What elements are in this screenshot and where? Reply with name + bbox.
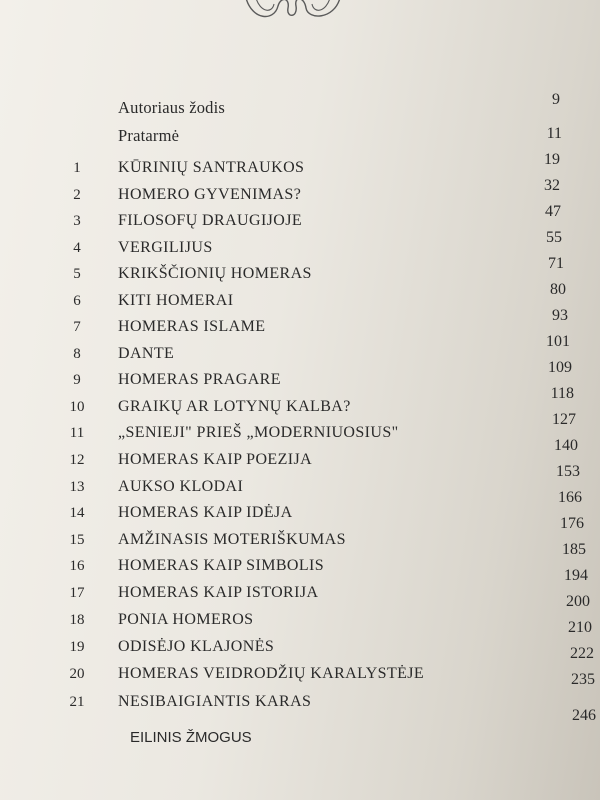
toc-entry xyxy=(0,434,600,468)
entry-page: 19 xyxy=(544,151,560,168)
entry-page: 140 xyxy=(554,437,578,454)
entry-page: 101 xyxy=(546,333,570,350)
chapter-number: 18 xyxy=(69,612,85,628)
entry-page: 55 xyxy=(546,229,562,246)
chapter-number: 3 xyxy=(73,213,81,229)
chapter-number: 1 xyxy=(73,160,81,176)
entry-title: HOMERAS KAIP ISTORIJA xyxy=(118,584,319,601)
entry-title: DANTE xyxy=(118,345,175,362)
entry-title: KITI HOMERAI xyxy=(118,292,234,309)
entry-page: 9 xyxy=(552,91,560,108)
entry-page: 194 xyxy=(564,567,588,584)
chapter-number: 2 xyxy=(73,187,81,203)
toc-entry xyxy=(0,486,600,521)
chapter-number: 9 xyxy=(73,372,81,388)
chapter-number: 7 xyxy=(73,319,81,335)
chapter-number: 5 xyxy=(73,266,81,282)
entry-title: PONIA HOMEROS xyxy=(118,611,254,628)
entry-title: AUKSO KLODAI xyxy=(118,478,244,495)
entry-title: EILINIS ŽMOGUS xyxy=(130,729,252,746)
entry-title: HOMERO GYVENIMAS? xyxy=(118,186,302,203)
toc-entry xyxy=(0,408,600,441)
chapter-number: 15 xyxy=(69,532,85,548)
entry-page: 200 xyxy=(566,593,590,610)
entry-title: FILOSOFŲ DRAUGIJOJE xyxy=(118,212,303,229)
entry-title: Pratarmė xyxy=(118,126,180,145)
entry-page: 153 xyxy=(556,463,580,480)
entry-page: 32 xyxy=(544,177,560,194)
chapter-number: 11 xyxy=(69,425,85,441)
entry-page: 47 xyxy=(545,203,561,220)
entry-title: VERGILIJUS xyxy=(118,239,213,256)
chapter-number: 20 xyxy=(69,666,85,682)
chapter-number: 17 xyxy=(69,585,85,601)
entry-page: 222 xyxy=(570,645,594,662)
toc-entry xyxy=(0,538,600,574)
entry-page: 185 xyxy=(562,541,586,558)
toc-entry xyxy=(0,704,600,746)
toc-entry xyxy=(0,148,600,176)
toc-entry xyxy=(0,122,600,146)
chapter-number: 8 xyxy=(73,346,81,362)
entry-page: 80 xyxy=(550,281,566,298)
toc-entry xyxy=(0,226,600,256)
entry-title: HOMERAS PRAGARE xyxy=(118,371,281,388)
toc-entry xyxy=(0,278,600,309)
entry-title: GRAIKŲ AR LOTYNŲ KALBA? xyxy=(118,398,351,415)
entry-title: AMŽINASIS MOTERIŠKUMAS xyxy=(118,531,346,548)
toc-entry xyxy=(0,88,600,117)
toc-entry xyxy=(0,356,600,388)
entry-page: 118 xyxy=(550,385,574,402)
entry-title: HOMERAS KAIP IDĖJA xyxy=(118,504,293,521)
toc-entry xyxy=(0,512,600,548)
entry-page: 71 xyxy=(548,255,564,272)
toc-entry xyxy=(0,382,600,415)
entry-title: NESIBAIGIANTIS KARAS xyxy=(118,693,312,710)
chapter-number: 13 xyxy=(69,479,85,495)
entry-title: HOMERAS KAIP POEZIJA xyxy=(118,451,313,468)
toc-entry xyxy=(0,564,600,601)
chapter-number: 4 xyxy=(73,240,81,256)
toc-entry xyxy=(0,200,600,229)
chapter-number: 6 xyxy=(73,293,81,309)
entry-title: ODISĖJO KLAJONĖS xyxy=(118,638,275,655)
entry-title: HOMERAS VEIDRODŽIŲ KARALYSTĖJE xyxy=(118,665,425,682)
chapter-number: 16 xyxy=(69,558,85,574)
entry-page: 166 xyxy=(558,489,582,506)
toc-entry xyxy=(0,668,600,710)
chapter-number: 12 xyxy=(69,452,85,468)
entry-title: HOMERAS KAIP SIMBOLIS xyxy=(118,557,325,574)
chapter-number: 19 xyxy=(69,639,85,655)
toc-entry xyxy=(0,304,600,335)
entry-title: „SENIEJI" PRIEŠ „MODERNIUOSIUS" xyxy=(118,424,399,441)
entry-title: HOMERAS ISLAME xyxy=(118,318,266,335)
toc-entry xyxy=(0,252,600,282)
entry-title: Autoriaus žodis xyxy=(118,98,226,117)
chapter-number: 21 xyxy=(69,694,85,710)
entry-page: 109 xyxy=(548,359,572,376)
entry-page: 210 xyxy=(568,619,592,636)
entry-title: KŪRINIŲ SANTRAUKOS xyxy=(118,159,305,176)
entry-page: 176 xyxy=(560,515,584,532)
entry-page: 93 xyxy=(552,307,568,324)
entry-page: 235 xyxy=(571,671,595,688)
chapter-number: 10 xyxy=(69,399,85,415)
toc-entry xyxy=(0,174,600,203)
toc-entry xyxy=(0,330,600,362)
toc-entry xyxy=(0,460,600,495)
chapter-number: 14 xyxy=(69,505,85,521)
entry-title: KRIKŠČIONIŲ HOMERAS xyxy=(118,265,312,282)
entry-page: 246 xyxy=(572,707,596,724)
entry-page: 127 xyxy=(552,411,576,428)
entry-page: 11 xyxy=(546,125,562,142)
